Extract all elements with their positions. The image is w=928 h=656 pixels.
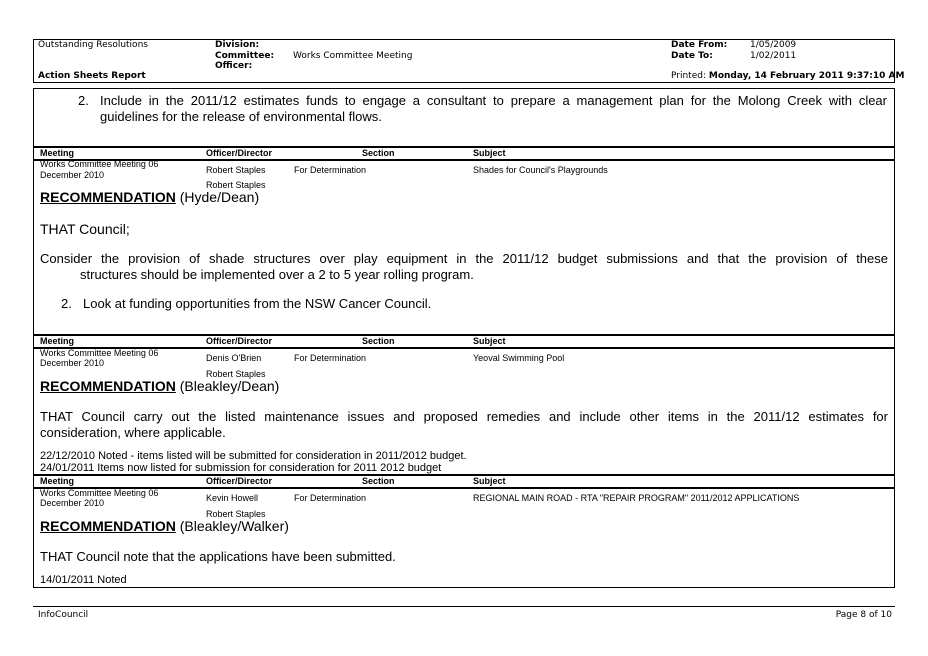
resolution-text: structures should be implemented over a 2 to 5 year rolling program. — [80, 267, 474, 282]
recommendation-heading — [40, 378, 279, 394]
entry-officer: Kevin Howell — [206, 493, 259, 503]
col-subject: Subject — [473, 476, 506, 486]
footer-app-name: InfoCouncil — [38, 610, 89, 620]
col-meeting: Meeting — [40, 336, 75, 346]
entry-section: For Determination — [294, 165, 367, 175]
intro-item-line2: guidelines for the release of environmental flows. — [100, 109, 382, 124]
entry-officer-2: Robert Staples — [206, 180, 266, 190]
recommendation-title: RECOMMENDATION — [40, 518, 176, 534]
entry-meeting-line2: December 2010 — [40, 170, 105, 180]
division-label: Division: — [215, 40, 260, 50]
entry-section: For Determination — [294, 353, 367, 363]
col-subject: Subject — [473, 336, 506, 346]
entry-meeting-line1: Works Committee Meeting 06 — [40, 348, 159, 358]
action-note: 22/12/2010 Noted - items listed will be submitted for consideration in 2011/2012 budget. — [40, 450, 467, 462]
date-from-label: Date From: — [671, 40, 728, 50]
resolution-item: Look at funding opportunities from the NSW Cancer Council. — [83, 296, 432, 311]
entry-officer: Denis O'Brien — [206, 353, 262, 363]
entry-subject: Yeoval Swimming Pool — [473, 353, 565, 363]
entry-subject: REGIONAL MAIN ROAD - RTA "REPAIR PROGRAM" 2011/2012 APPLICATIONS — [473, 493, 800, 503]
entry-section: For Determination — [294, 493, 367, 503]
col-meeting: Meeting — [40, 148, 75, 158]
action-note: 24/01/2011 Items now listed for submission for consideration for 2011 2012 budget — [40, 462, 442, 474]
printed-label: Printed: — [671, 71, 706, 81]
col-officer: Officer/Director — [206, 148, 273, 158]
action-note: 14/01/2011 Noted — [40, 574, 127, 586]
date-to-value: 1/02/2011 — [750, 51, 797, 61]
entry-meeting-line2: December 2010 — [40, 358, 105, 368]
entry-officer-2: Robert Staples — [206, 369, 266, 379]
col-section: Section — [362, 148, 395, 158]
recommendation-heading — [40, 518, 289, 534]
resolution-text: THAT Council carry out the listed maintenance issues and proposed remedies and include other items in the 2011/12 estimates for — [40, 409, 888, 424]
recommendation-movers: (Bleakley/Dean) — [179, 378, 280, 394]
resolution-text: consideration, where applicable. — [40, 425, 226, 440]
content-frame — [33, 88, 895, 588]
resolution-item-number: 2. — [61, 296, 72, 311]
recommendation-title: RECOMMENDATION — [40, 378, 176, 394]
col-section: Section — [362, 476, 395, 486]
recommendation-movers: (Bleakley/Walker) — [179, 518, 289, 534]
report-name: Outstanding Resolutions — [38, 40, 148, 50]
table-header — [34, 474, 894, 489]
entry-meeting-line1: Works Committee Meeting 06 — [40, 159, 159, 169]
date-to-label: Date To: — [671, 51, 713, 61]
printed-value: Monday, 14 February 2011 9:37:10 AM — [708, 71, 905, 81]
page-number: Page 8 of 10 — [835, 610, 892, 620]
date-from-value: 1/05/2009 — [750, 40, 797, 50]
resolution-text: THAT Council; — [40, 221, 130, 237]
recommendation-title: RECOMMENDATION — [40, 189, 176, 205]
printed-timestamp — [671, 71, 904, 81]
entry-subject: Shades for Council's Playgrounds — [473, 165, 608, 175]
col-subject: Subject — [473, 148, 506, 158]
col-officer: Officer/Director — [206, 476, 273, 486]
committee-value: Works Committee Meeting — [293, 51, 413, 61]
recommendation-movers: (Hyde/Dean) — [179, 189, 260, 205]
entry-meeting-line1: Works Committee Meeting 06 — [40, 488, 159, 498]
recommendation-heading — [40, 189, 259, 205]
entry-officer: Robert Staples — [206, 165, 266, 175]
col-section: Section — [362, 336, 395, 346]
col-officer: Officer/Director — [206, 336, 273, 346]
committee-label: Committee: — [215, 51, 275, 61]
resolution-text: Consider the provision of shade structures over play equipment in the 2011/12 budget submissions and that the provision of these — [40, 251, 888, 266]
table-header — [34, 146, 894, 161]
intro-item-line1: Include in the 2011/12 estimates funds to engage a consultant to prepare a management plan for the Molong Creek with clear — [100, 93, 887, 108]
report-title: Action Sheets Report — [38, 71, 146, 81]
col-meeting: Meeting — [40, 476, 75, 486]
table-header — [34, 334, 894, 349]
resolution-text: THAT Council note that the applications have been submitted. — [40, 549, 396, 564]
entry-meeting-line2: December 2010 — [40, 498, 105, 508]
footer-rule — [33, 606, 895, 607]
officer-label: Officer: — [215, 61, 253, 71]
entry-officer-2: Robert Staples — [206, 509, 266, 519]
intro-item-number: 2. — [78, 93, 89, 108]
